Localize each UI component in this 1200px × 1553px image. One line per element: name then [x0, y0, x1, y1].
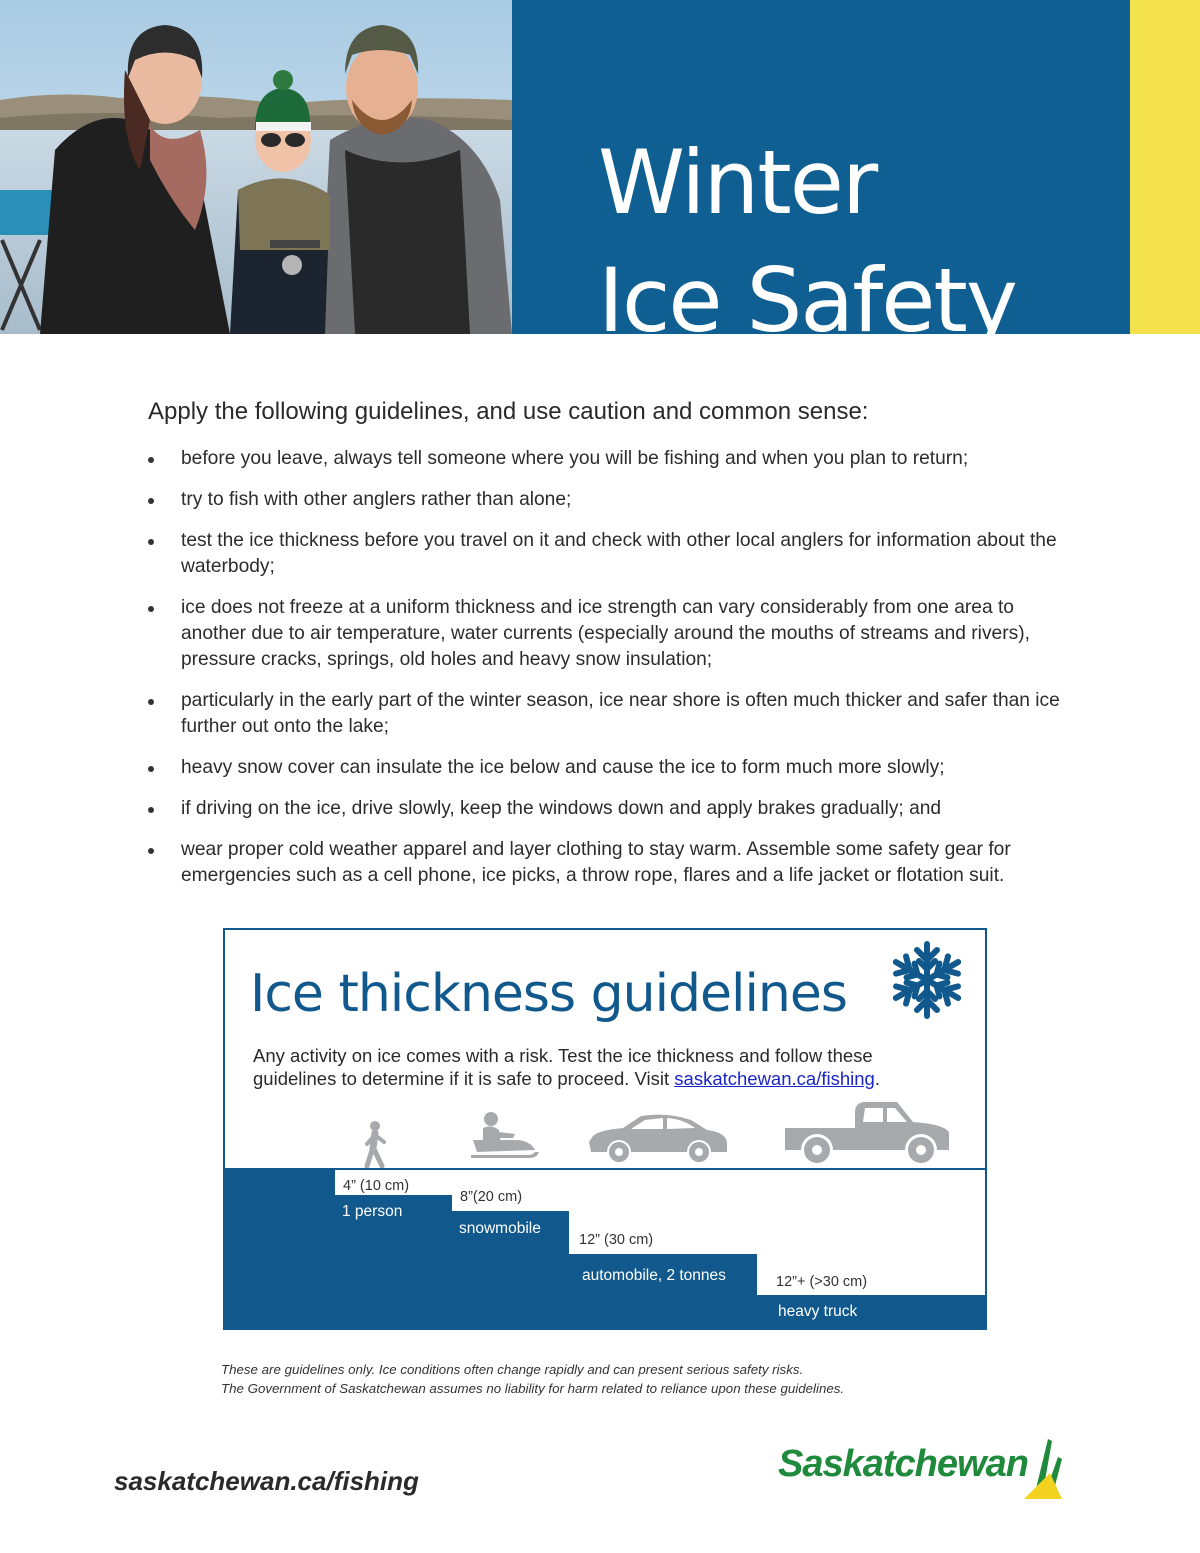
ice-thickness-guide — [223, 928, 987, 1330]
photo-illustration — [0, 0, 512, 334]
list-item: ice does not freeze at a uniform thickness and ice strength can vary considerably from one area to another due to air temperature, water currents (especially around the mouths of streams and rivers), pressure cracks, springs, old holes and heavy snow insulation; — [148, 595, 1078, 673]
bullet-icon — [148, 498, 154, 504]
bullet-icon — [148, 848, 154, 854]
list-item: if driving on the ice, drive slowly, keep the windows down and apply brakes gradually; and — [148, 796, 1078, 822]
disclaimer-line1: These are guidelines only. Ice conditions often change rapidly and can present serious safety risks. — [221, 1362, 804, 1377]
ice-guide-title: Ice thickness guidelines — [250, 964, 847, 1024]
bullet-icon — [148, 807, 154, 813]
activity-label-person: 1 person — [342, 1203, 403, 1220]
list-item: heavy snow cover can insulate the ice below and cause the ice to form much more slowly; — [148, 755, 1078, 781]
title-panel — [512, 0, 1130, 352]
snowmobile-icon — [469, 1110, 541, 1166]
person-walking-icon — [360, 1120, 390, 1168]
list-item: before you leave, always tell someone where you will be fishing and when you plan to return; — [148, 446, 1078, 472]
ice-depth-shape — [225, 1169, 985, 1328]
logo-wordmark: Saskatchewan — [778, 1443, 1028, 1485]
activity-label-heavy-truck: heavy truck — [778, 1303, 858, 1320]
disclaimer — [221, 1360, 844, 1398]
guideline-list — [148, 446, 1078, 904]
page-title-line2: Ice Safety — [598, 248, 1016, 352]
fishing-link[interactable]: saskatchewan.ca/fishing — [674, 1068, 875, 1089]
ice-guide-description: Any activity on ice comes with a risk. Test the ice thickness and follow these guidelines to determine if it is safe to proceed. Visit saskatchewan.ca/fishing. — [253, 1045, 880, 1089]
bullet-icon — [148, 766, 154, 772]
bullet-icon — [148, 457, 154, 463]
truck-icon — [783, 1100, 951, 1168]
wheat-sheaf-icon — [1022, 1437, 1064, 1501]
list-item: wear proper cold weather apparel and layer clothing to stay warm. Assemble some safety gear for emergencies such as a cell phone, ice picks, a throw rope, flares and a life jacket or flotation suit. — [148, 837, 1078, 889]
snowflake-icon — [885, 938, 969, 1022]
car-icon — [587, 1114, 729, 1166]
list-item: particularly in the early part of the winter season, ice near shore is often much thicker and safer than ice further out onto the lake; — [148, 688, 1078, 740]
disclaimer-line2: The Government of Saskatchewan assumes no liability for harm related to reliance upon these guidelines. — [221, 1381, 845, 1396]
thickness-label-4in: 4” (10 cm) — [343, 1178, 410, 1194]
accent-bar — [1130, 0, 1200, 334]
list-item: try to fish with other anglers rather than alone; — [148, 487, 1078, 513]
family-ice-fishing-photo — [0, 0, 512, 334]
bullet-icon — [148, 606, 154, 612]
activity-label-automobile: automobile, 2 tonnes — [582, 1267, 726, 1284]
website-link[interactable]: saskatchewan.ca/fishing — [114, 1466, 419, 1496]
list-item: test the ice thickness before you travel on it and check with other local anglers for information about the waterbody; — [148, 528, 1078, 580]
activity-label-snowmobile: snowmobile — [459, 1220, 541, 1237]
page-title-line1: Winter — [598, 130, 877, 234]
bullet-icon — [148, 699, 154, 705]
bullet-icon — [148, 539, 154, 545]
thickness-label-12in-plus: 12”+ (>30 cm) — [776, 1274, 868, 1290]
thickness-label-8in: 8”(20 cm) — [460, 1189, 523, 1205]
thickness-label-12in: 12” (30 cm) — [579, 1232, 654, 1248]
intro-heading: Apply the following guidelines, and use caution and common sense: — [148, 398, 869, 425]
